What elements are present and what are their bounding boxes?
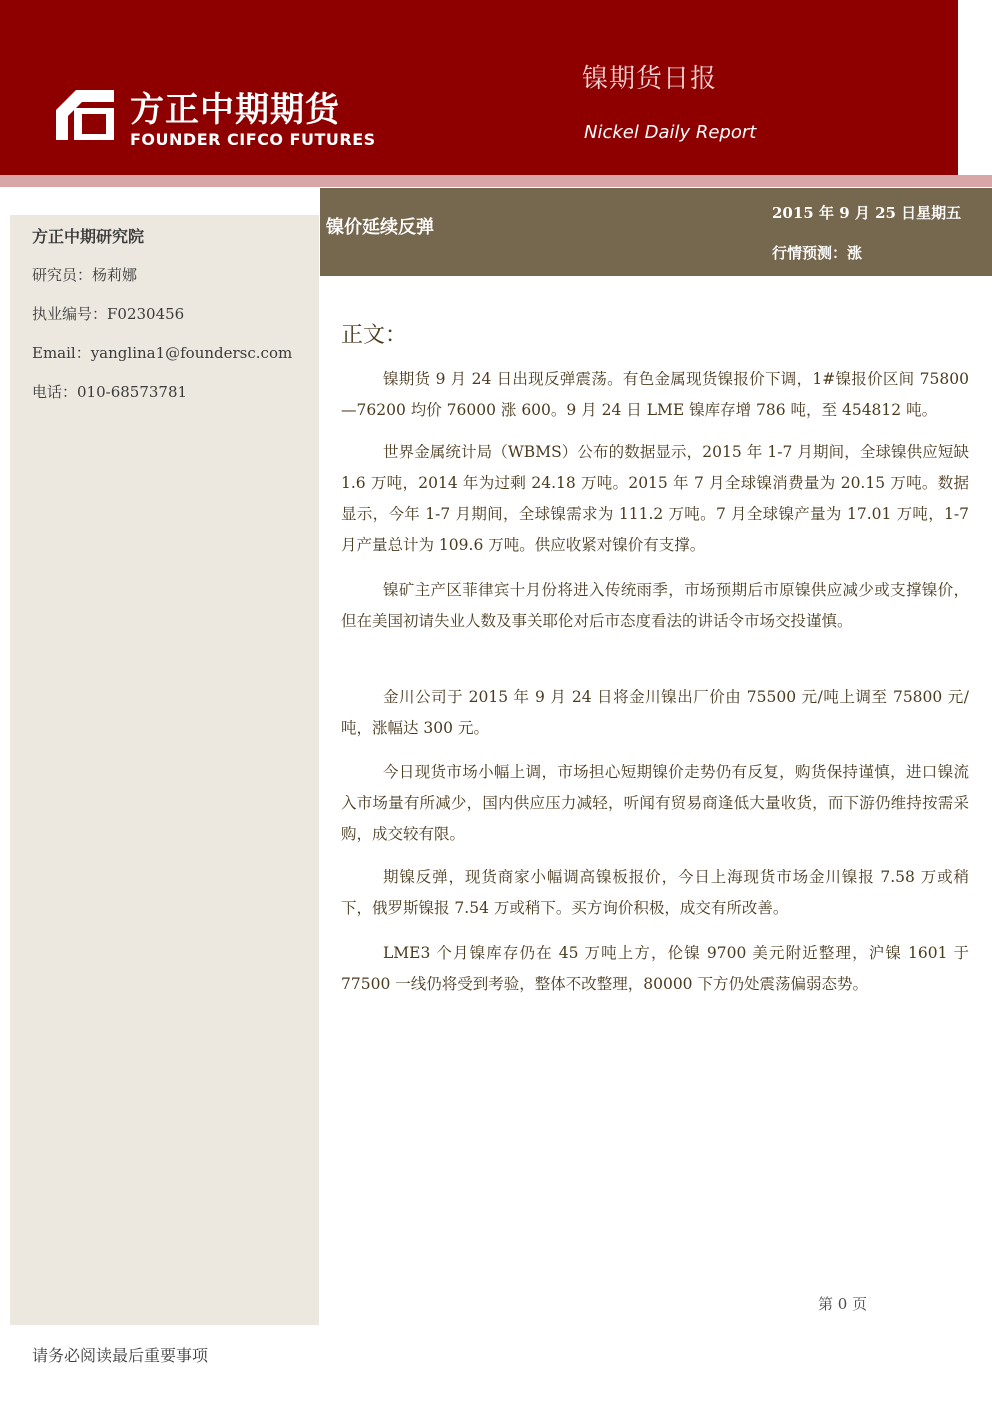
company-name-en: FOUNDER CIFCO FUTURES bbox=[130, 130, 376, 149]
market-forecast: 行情预测：涨 bbox=[772, 244, 863, 262]
company-logo-icon bbox=[56, 90, 114, 140]
report-date: 2015 年 9 月 25 日星期五 bbox=[772, 204, 962, 222]
company-name-cn: 方正中期期货 bbox=[130, 90, 340, 130]
license-number: 执业编号：F0230456 bbox=[32, 305, 185, 323]
analyst-name: 研究员：杨莉娜 bbox=[32, 266, 138, 284]
body-paragraph: 今日现货市场小幅上调，市场担心短期镍价走势仍有反复，购货保持谨慎，进口镍流入市场量有所减少，国内供应压力减轻，听闻有贸易商逢低大量收货，而下游仍维持按需采购，成交较有限。 bbox=[341, 763, 969, 843]
body-paragraph: 世界金属统计局（WBMS）公布的数据显示，2015 年 1-7 月期间，全球镍供应短缺 1.6 万吨，2014 年为过剩 24.18 万吨。2015 年 7 月全球镍消费量为 20.15 万吨。数据显示，今年 1-7 月期间，全球镍需求为 111.2 万吨。7 月全球镍产量为 17.01 万吨，1-7 月产量总计为 109.6 万吨。供应收紧对镍价有支撑。 bbox=[341, 443, 969, 554]
body-paragraph: 金川公司于 2015 年 9 月 24 日将金川镍出厂价由 75500 元/吨上调至 75800 元/吨，涨幅达 300 元。 bbox=[341, 688, 969, 737]
body-paragraph: LME3 个月镍库存仍在 45 万吨上方，伦镍 9700 美元附近整理，沪镍 1601 于 77500 一线仍将受到考验，整体不改整理，80000 下方仍处震荡偏弱态势。 bbox=[341, 944, 969, 993]
headline: 镍价延续反弹 bbox=[326, 217, 434, 238]
research-institute: 方正中期研究院 bbox=[32, 227, 145, 246]
report-title-cn: 镍期货日报 bbox=[582, 64, 718, 94]
analyst-phone: 电话：010-68573781 bbox=[32, 383, 188, 401]
disclaimer-notice: 请务必阅读最后重要事项 bbox=[32, 1346, 209, 1365]
report-title-en: Nickel Daily Report bbox=[584, 122, 757, 143]
analyst-email: Email：yanglina1@foundersc.com bbox=[32, 344, 293, 362]
body-paragraph: 镍期货 9 月 24 日出现反弹震荡。有色金属现货镍报价下调，1#镍报价区间 75800—76200 均价 76000 涨 600。9 月 24 日 LME 镍库存增 786 吨，至 454812 吨。 bbox=[341, 370, 969, 419]
header-shadow bbox=[0, 175, 992, 187]
body-paragraph: 期镍反弹，现货商家小幅调高镍板报价，今日上海现货市场金川镍报 7.58 万或稍下，俄罗斯镍报 7.54 万或稍下。买方询价积极，成交有所改善。 bbox=[341, 868, 969, 917]
body-paragraph: 镍矿主产区菲律宾十月份将进入传统雨季，市场预期后市原镍供应减少或支撑镍价，但在美国初请失业人数及事关耶伦对后市态度看法的讲话令市场交投谨慎。 bbox=[341, 581, 969, 630]
page-number: 第 0 页 bbox=[818, 1295, 868, 1313]
body-heading: 正文： bbox=[341, 323, 408, 348]
